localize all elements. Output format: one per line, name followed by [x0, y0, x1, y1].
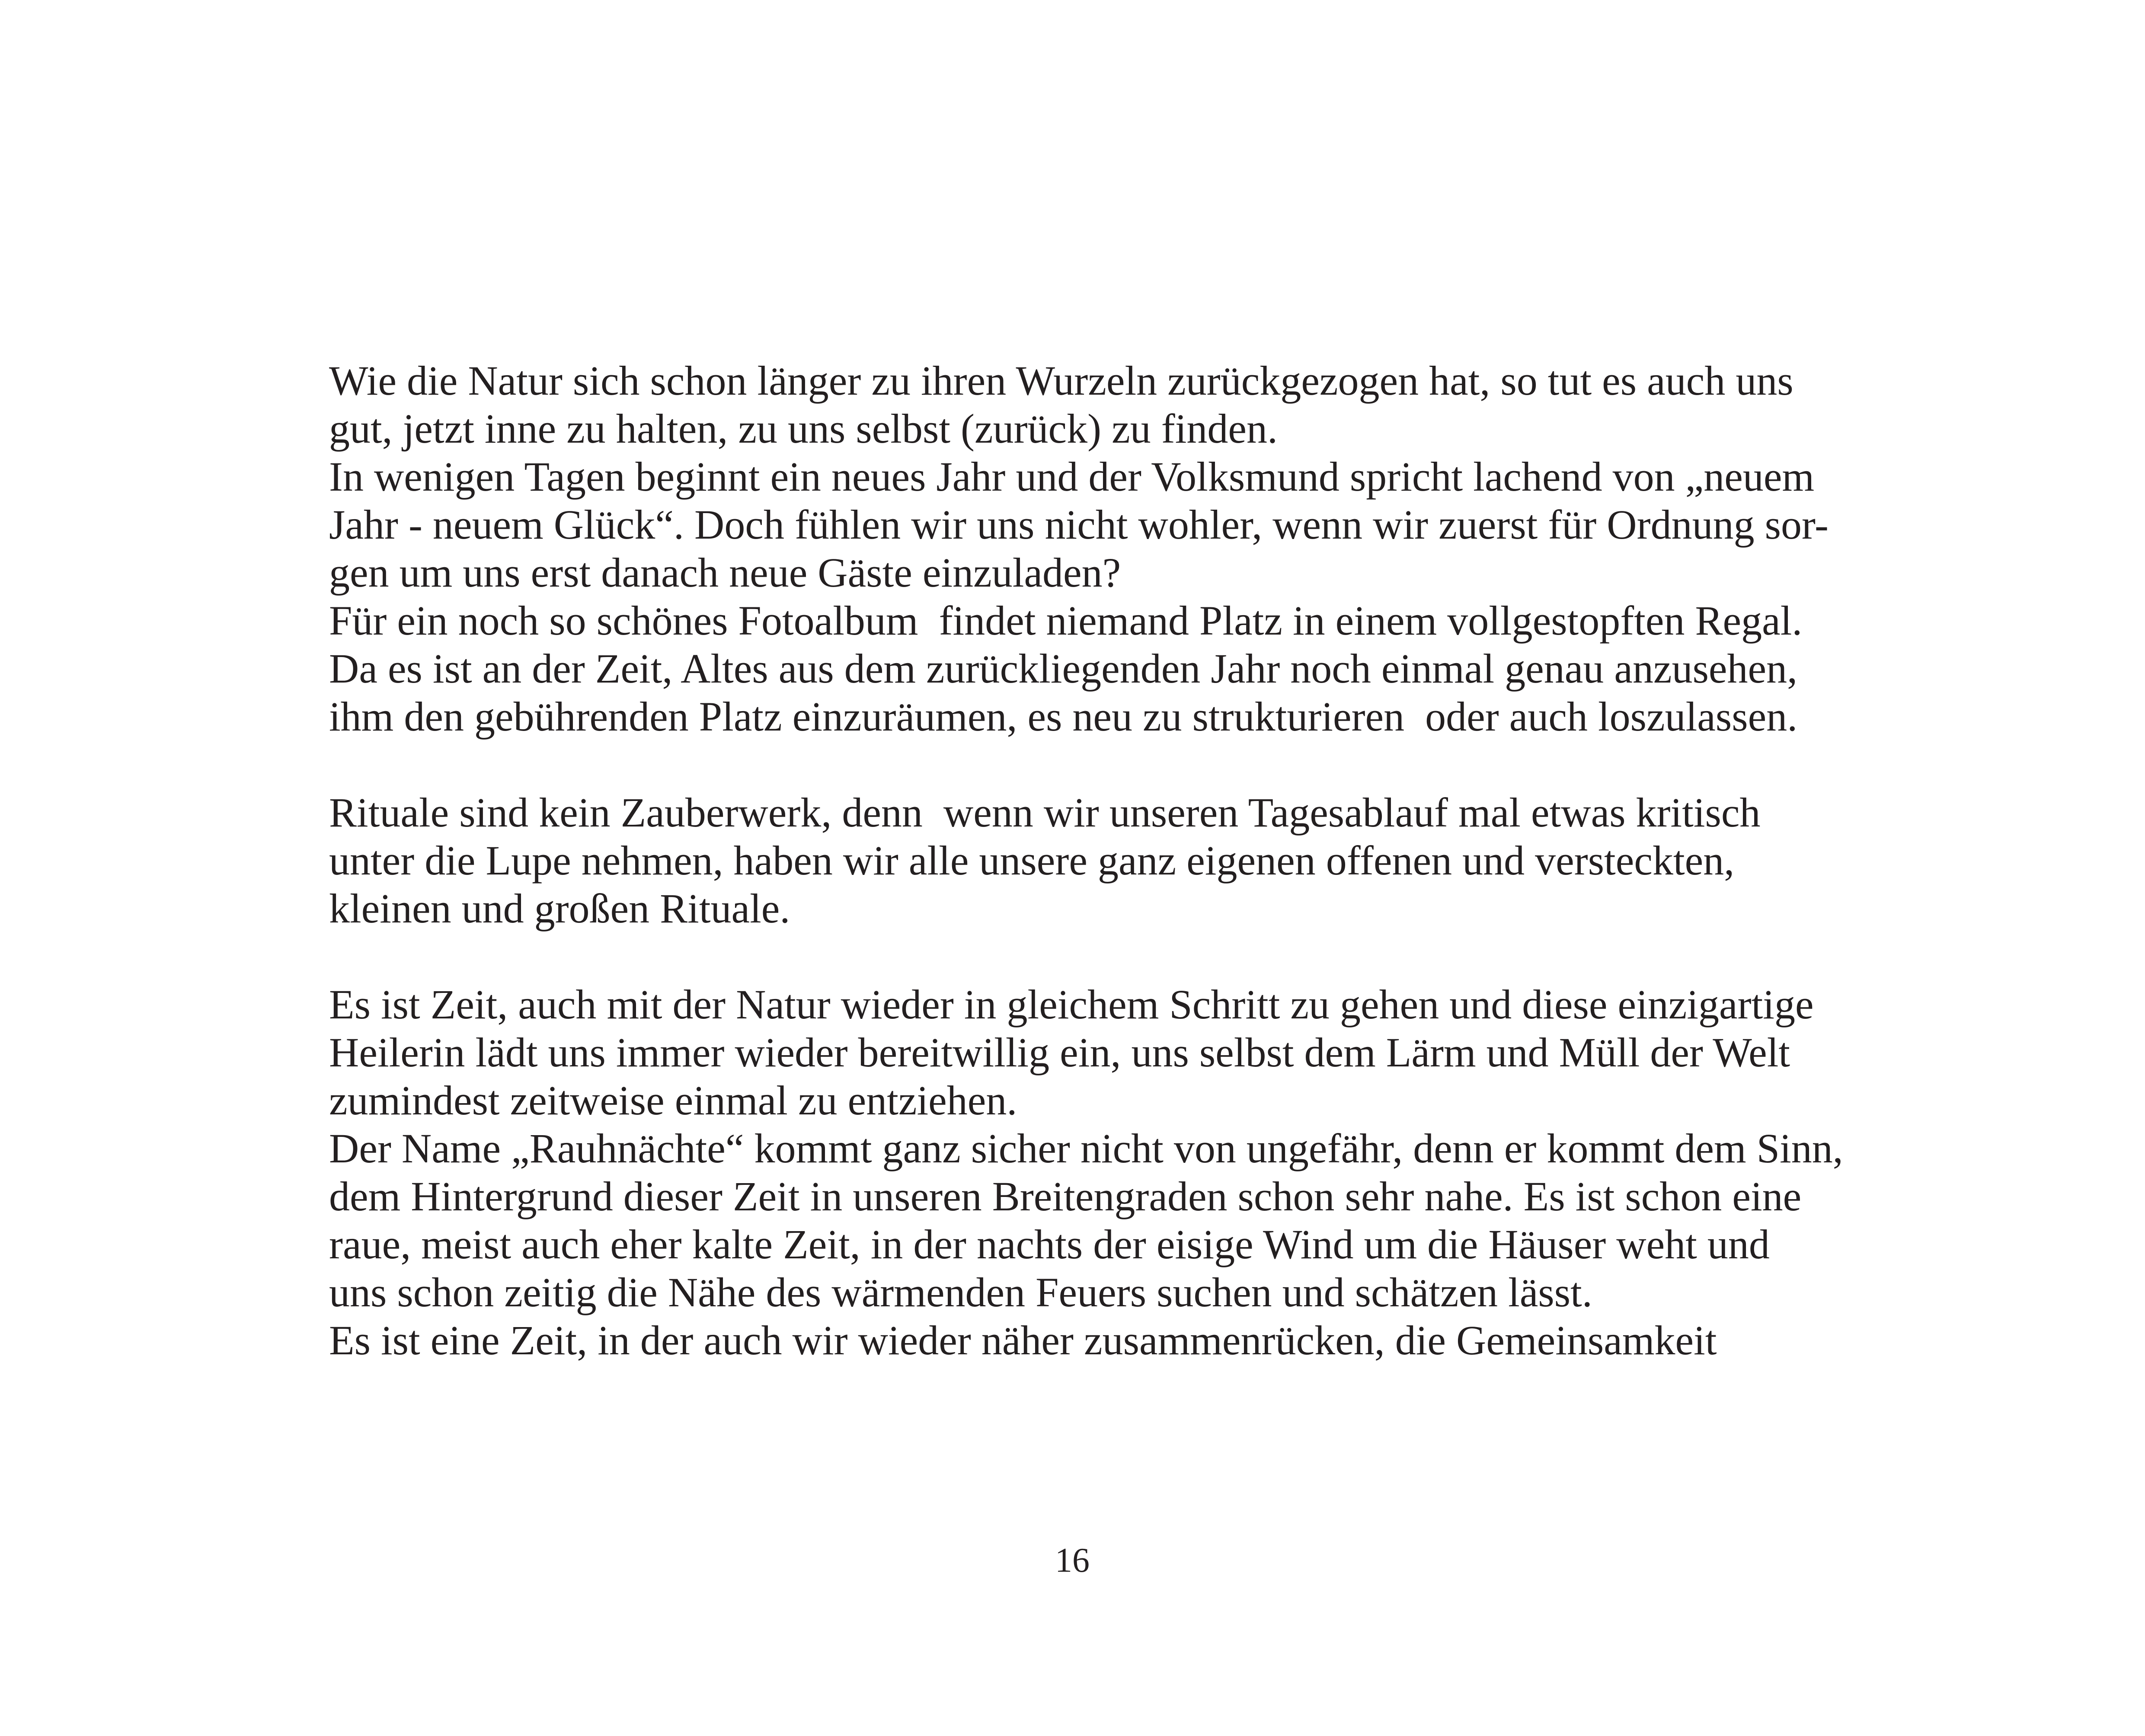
text-line: Jahr - neuem Glück“. Doch fühlen wir uns nicht wohler, wenn wir zuerst für Ordnung sor-	[329, 501, 1829, 548]
text-line: Es ist eine Zeit, in der auch wir wieder näher zusammenrücken, die Gemeinsamkeit	[329, 1317, 1717, 1363]
page-number: 16	[1055, 1541, 1090, 1580]
paragraph-gap	[329, 932, 1963, 980]
text-line: uns schon zeitig die Nähe des wärmenden Feuers suchen und schätzen lässt.	[329, 1269, 1592, 1315]
text-line: dem Hintergrund dieser Zeit in unseren Breitengraden schon sehr nahe. Es ist schon eine	[329, 1173, 1802, 1219]
text-line: unter die Lupe nehmen, haben wir alle unsere ganz eigenen offenen und versteckten,	[329, 837, 1735, 884]
text-line: ihm den gebührenden Platz einzuräumen, es neu zu strukturieren oder auch loszulassen.	[329, 693, 1798, 740]
text-line: Der Name „Rauhnächte“ kommt ganz sicher nicht von ungefähr, denn er kommt dem Sinn,	[329, 1125, 1843, 1171]
text-line: Rituale sind kein Zauberwerk, denn wenn wir unseren Tagesablauf mal etwas kritisch	[329, 789, 1761, 836]
text-line: gen um uns erst danach neue Gäste einzuladen?	[329, 549, 1121, 596]
text-line: Es ist Zeit, auch mit der Natur wieder in gleichem Schritt zu gehen und diese einzigartige	[329, 981, 1814, 1028]
text-line: Für ein noch so schönes Fotoalbum findet niemand Platz in einem vollgestopften Regal.	[329, 597, 1803, 644]
text-line: Wie die Natur sich schon länger zu ihren Wurzeln zurückgezogen hat, so tut es auch uns	[329, 357, 1793, 404]
text-line: zumindest zeitweise einmal zu entziehen.	[329, 1077, 1017, 1123]
text-line: Da es ist an der Zeit, Altes aus dem zurückliegenden Jahr noch einmal genau anzusehen,	[329, 645, 1798, 692]
text-line: Heilerin lädt uns immer wieder bereitwillig ein, uns selbst dem Lärm und Müll der Welt	[329, 1029, 1790, 1075]
text-line: kleinen und großen Rituale.	[329, 885, 790, 932]
text-line: gut, jetzt inne zu halten, zu uns selbst (zurück) zu finden.	[329, 405, 1278, 452]
text-line: raue, meist auch eher kalte Zeit, in der nachts der eisige Wind um die Häuser weht und	[329, 1221, 1770, 1267]
paragraph-gap	[329, 740, 1963, 788]
text-line: In wenigen Tagen beginnt ein neues Jahr und der Volksmund spricht lachend von „neuem	[329, 453, 1815, 500]
body-text	[329, 357, 1963, 1364]
